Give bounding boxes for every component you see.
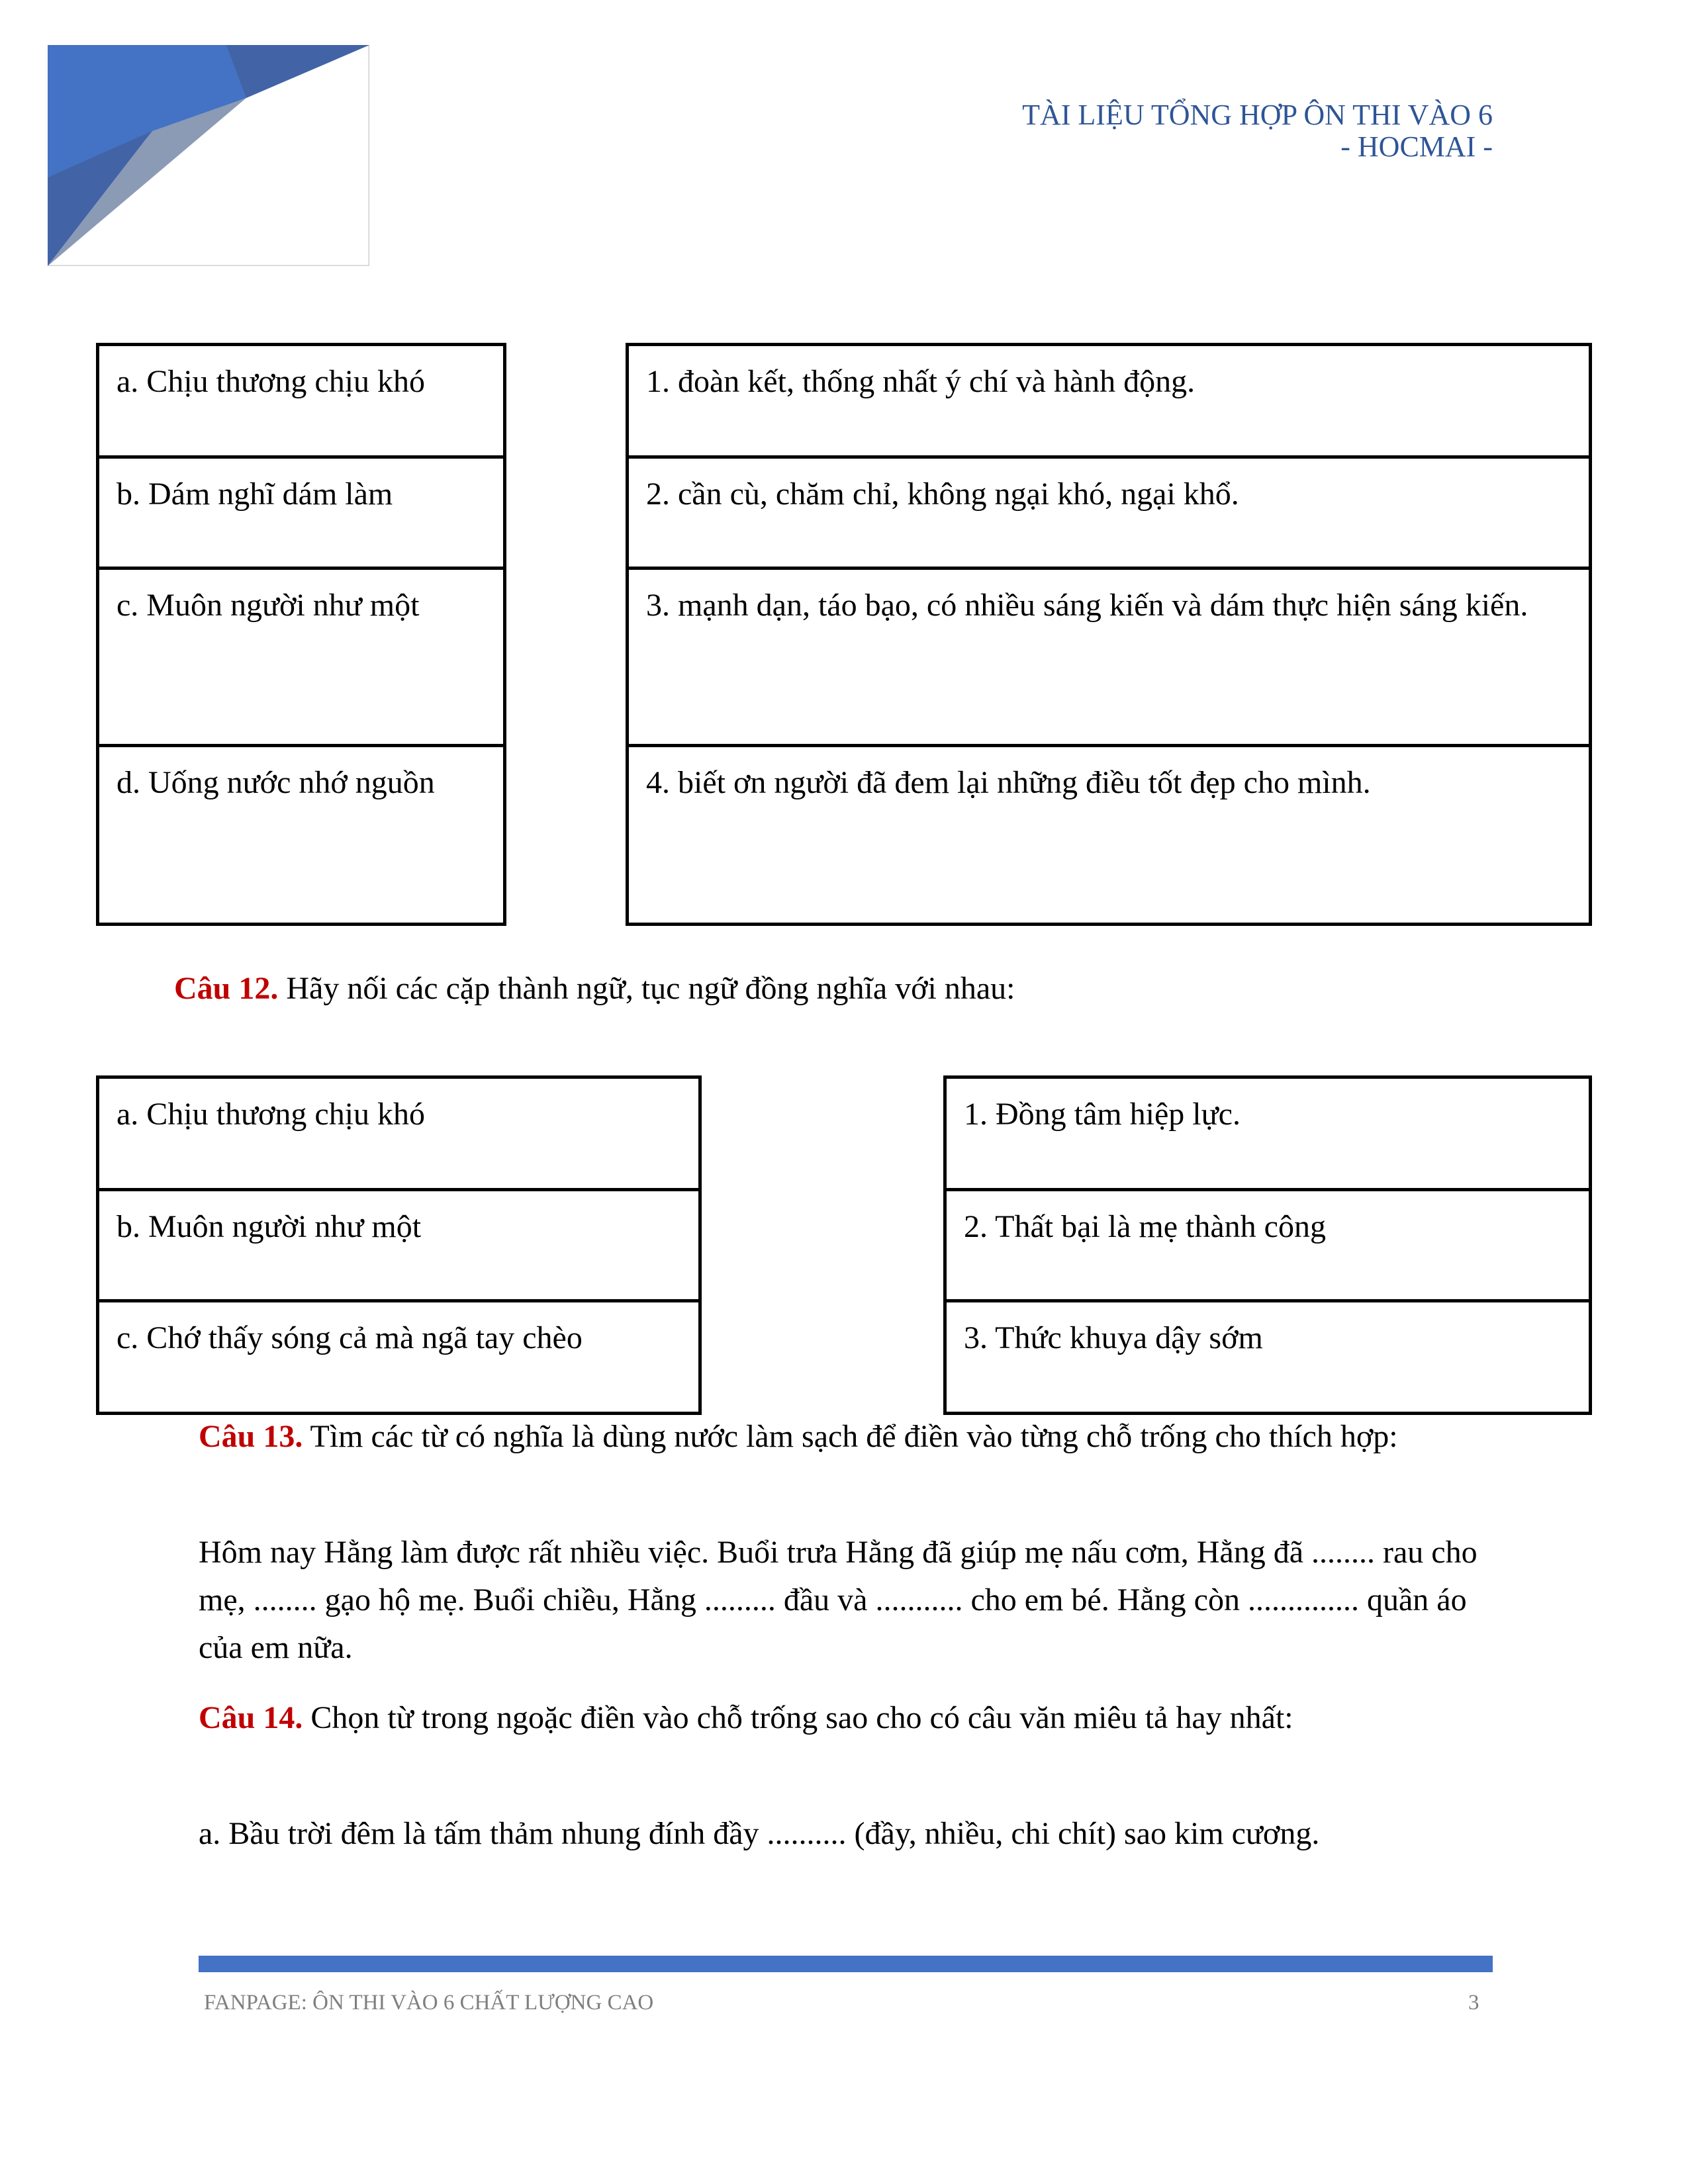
- question-label: Câu 12.: [174, 971, 279, 1006]
- matching-table-2-left: [96, 1075, 702, 1415]
- table-cell: 1. đoàn kết, thống nhất ý chí và hành động.: [628, 345, 1591, 457]
- question-text: Chọn từ trong ngoặc điền vào chỗ trống sao cho có câu văn miêu tả hay nhất:: [303, 1700, 1293, 1735]
- table-cell: 2. Thất bại là mẹ thành công: [945, 1190, 1591, 1301]
- table-cell: 2. cần cù, chăm chỉ, không ngại khó, ngại khổ.: [628, 457, 1591, 569]
- question-14-item-a: a. Bầu trời đêm là tấm thảm nhung đính đầy .......... (đầy, nhiều, chi chít) sao kim cương.: [199, 1816, 1320, 1851]
- matching-table-1-right: [626, 343, 1592, 926]
- table-cell: c. Chớ thấy sóng cả mà ngã tay chèo: [98, 1301, 700, 1414]
- question-12: [174, 965, 1015, 1013]
- triangle-banner-logo-icon: [48, 45, 369, 266]
- table-cell: 3. Thức khuya dậy sớm: [945, 1301, 1591, 1414]
- table-cell: a. Chịu thương chịu khó: [98, 1077, 700, 1190]
- question-13: [199, 1413, 1456, 1461]
- document-header: [1022, 99, 1493, 163]
- question-text: Tìm các từ có nghĩa là dùng nước làm sạch để điền vào từng chỗ trống cho thích hợp:: [303, 1419, 1398, 1454]
- matching-table-1-left: [96, 343, 506, 926]
- footer-divider: [199, 1956, 1493, 1972]
- table-cell: a. Chịu thương chịu khó: [98, 345, 505, 457]
- question-text: Hãy nối các cặp thành ngữ, tục ngữ đồng nghĩa với nhau:: [278, 971, 1015, 1006]
- table-cell: b. Dám nghĩ dám làm: [98, 457, 505, 569]
- matching-table-2-right: [943, 1075, 1592, 1415]
- question-label: Câu 13.: [199, 1419, 303, 1454]
- page-number: 3: [1468, 1991, 1479, 2015]
- question-14: [199, 1694, 1470, 1742]
- table-cell: 3. mạnh dạn, táo bạo, có nhiều sáng kiến và dám thực hiện sáng kiến.: [628, 569, 1591, 746]
- header-title: TÀI LIỆU TỔNG HỢP ÔN THI VÀO 6: [1022, 99, 1493, 131]
- table-cell: c. Muôn người như một: [98, 569, 505, 746]
- question-label: Câu 14.: [199, 1700, 303, 1735]
- header-subtitle: - HOCMAI -: [1340, 130, 1493, 163]
- footer-fanpage-text: FANPAGE: ÔN THI VÀO 6 CHẤT LƯỢNG CAO: [204, 1991, 654, 2015]
- table-cell: 4. biết ơn người đã đem lại những điều tốt đẹp cho mình.: [628, 746, 1591, 925]
- table-cell: b. Muôn người như một: [98, 1190, 700, 1301]
- table-cell: d. Uống nước nhớ nguồn: [98, 746, 505, 925]
- table-cell: 1. Đồng tâm hiệp lực.: [945, 1077, 1591, 1190]
- question-13-passage: Hôm nay Hằng làm được rất nhiều việc. Buổi trưa Hằng đã giúp mẹ nấu cơm, Hằng đã ........ rau cho mẹ, ........ gạo hộ mẹ. Buổi chiều, Hằng ......... đầu và ........... cho em bé. Hằng còn .............. quần áo của em nữa.: [199, 1535, 1477, 1665]
